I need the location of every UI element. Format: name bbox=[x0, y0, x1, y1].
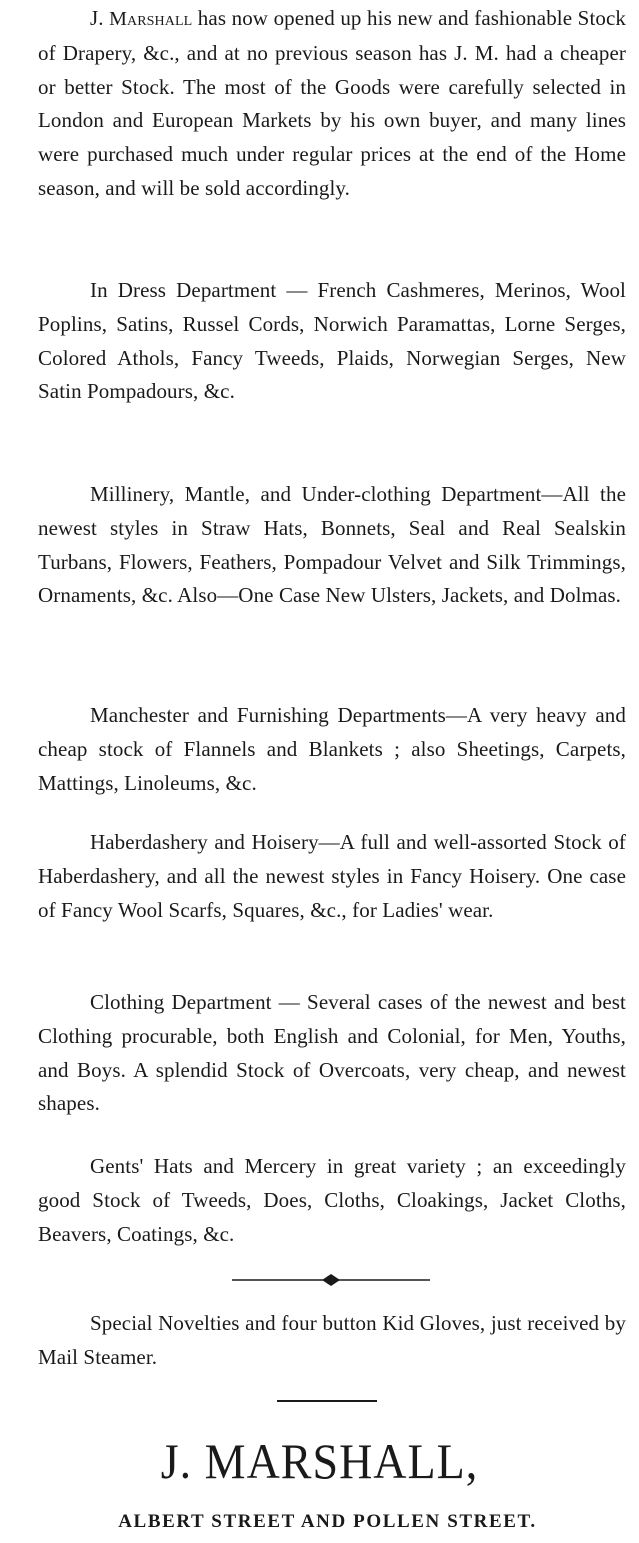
intro-text: has now opened up his new and fashionable Stock of Drapery, &c., and at no previous season has J. M. had a cheaper or better Stock. The most of the Goods were carefully selected in London and European Markets by his own buyer, and many lines were purchased much under regular prices at the end of the Home season, and will be sold accordingly. bbox=[38, 6, 626, 200]
clothing-department-paragraph: Clothing Department — Several cases of the newest and best Clothing procurable, both English and Colonial, for Men, Youths, and Boys. A splendid Stock of Overcoats, very cheap, and newest shapes. bbox=[38, 990, 626, 1116]
millinery-department-paragraph: Millinery, Mantle, and Under-clothing Department—All the newest styles in Straw Hats, Bonnets, Seal and Real Sealskin Turbans, Flowers, Feathers, Pompadour Velvet and Silk Trimmings, Ornaments, &c. Also—One Case New Ulsters, Jackets, and Dolmas. bbox=[38, 482, 626, 608]
mercery-department-paragraph: Gents' Hats and Mercery in great variety ; an exceedingly good Stock of Tweeds, Does, Cloths, Cloakings, Jacket Cloths, Beavers, Coatings, &c. bbox=[38, 1154, 626, 1246]
firm-name: J. MARSHALL, bbox=[160, 1433, 479, 1489]
signature-divider bbox=[277, 1400, 377, 1402]
firm-address: ALBERT STREET AND POLLEN STREET. bbox=[118, 1511, 537, 1532]
intro-paragraph bbox=[38, 2, 626, 206]
diamond-rule-ornament bbox=[232, 1273, 430, 1287]
notice-paragraph: Special Novelties and four button Kid Gloves, just received by Mail Steamer. bbox=[38, 1311, 626, 1369]
intro-name-surname: Marshall bbox=[109, 8, 193, 30]
dress-department-paragraph: In Dress Department — French Cashmeres, Merinos, Wool Poplins, Satins, Russel Cords, Norwich Paramattas, Lorne Serges, Colored Athols, Fancy Tweeds, Plaids, Norwegian Serges, New Satin Pompadours, &c. bbox=[38, 278, 626, 404]
manchester-department-paragraph: Manchester and Furnishing Departments—A very heavy and cheap stock of Flannels and Blankets ; also Sheetings, Carpets, Mattings, Linoleums, &c. bbox=[38, 703, 626, 795]
haberdashery-department-paragraph: Haberdashery and Hoisery—A full and well-assorted Stock of Haberdashery, and all the newest styles in Fancy Hoisery. One case of Fancy Wool Scarfs, Squares, &c., for Ladies' wear. bbox=[38, 830, 626, 922]
intro-name-initial: J. bbox=[90, 6, 110, 30]
